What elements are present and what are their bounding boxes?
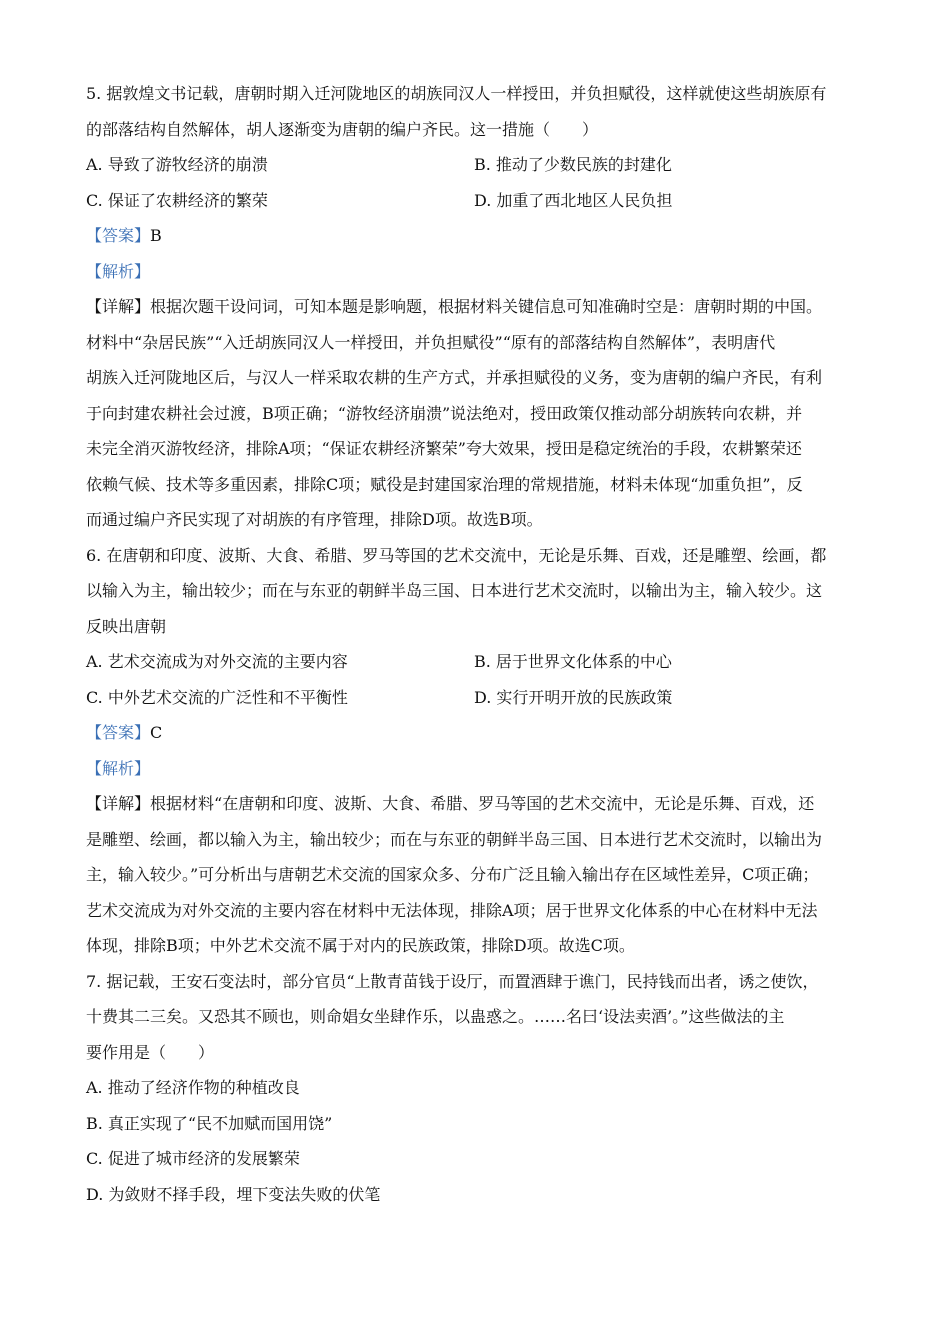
detail-line xyxy=(86,289,876,325)
question-stem-line: 反映出唐朝 xyxy=(86,616,167,636)
options-row xyxy=(86,644,876,680)
question-stem-line: 十费其二三矣。又恐其不顾也，则命娼女坐肆作乐，以蛊惑之。……名曰‘设法卖酒’。”这些做法的主 xyxy=(86,1007,785,1026)
option-d: D. 加重了西北地区人民负担 xyxy=(474,190,673,210)
option-b: B. 真正实现了“民不加赋而国用饶” xyxy=(86,1113,333,1133)
detail-label: 【详解】 xyxy=(86,794,151,813)
answer-line xyxy=(86,218,876,254)
option-c: C. 中外艺术交流的广泛性和不平衡性 xyxy=(86,687,348,707)
options-row xyxy=(86,680,876,716)
analysis-label: 【解析】 xyxy=(86,758,151,778)
question-7 xyxy=(86,964,876,1213)
question-stem-line: 的部落结构自然解体，胡人逐渐变为唐朝的编户齐民。这一措施（ ） xyxy=(86,119,599,139)
detail-line: 于向封建农耕社会过渡，B项正确；“游牧经济崩溃”说法绝对，授田政策仅推动部分胡族转向农耕，并 xyxy=(86,403,803,423)
detail-line: 胡族入迁河陇地区后，与汉人一样采取农耕的生产方式，并承担赋役的义务，变为唐朝的编户齐民，有利 xyxy=(86,368,823,387)
detail-line: 材料中“杂居民族”“入迁胡族同汉人一样授田，并负担赋役”“原有的部落结构自然解体”，表明唐代 xyxy=(86,332,776,352)
detail-line: 是雕塑、绘画，都以输入为主，输出较少；而在与东亚的朝鲜半岛三国、日本进行艺术交流时，以输出为 xyxy=(86,829,823,849)
detail-line: 体现，排除B项；中外艺术交流不属于对内的民族政策，排除D项。故选C项。 xyxy=(86,936,635,955)
question-6 xyxy=(86,538,876,964)
question-stem-line: 5. 据敦煌文书记载，唐朝时期入迁河陇地区的胡族同汉人一样授田，并负担赋役，这样就使这些胡族原有 xyxy=(86,84,827,103)
option-d: D. 为敛财不择手段，埋下变法失败的伏笔 xyxy=(86,1184,381,1204)
option-d: D. 实行开明开放的民族政策 xyxy=(474,687,673,707)
detail-text: 根据次题干设问词，可知本题是影响题，根据材料关键信息可知准确时空是：唐朝时期的中国。 xyxy=(150,297,823,316)
answer-value: C xyxy=(150,723,163,742)
detail-line: 艺术交流成为对外交流的主要内容在材料中无法体现，排除A项；居于世界文化体系的中心在材料中无法 xyxy=(86,900,818,920)
option-b: B. 推动了少数民族的封建化 xyxy=(474,155,672,174)
question-stem-line: 7. 据记载，王安石变法时，部分官员“上散青苗钱于设厅，而置酒肆于谯门，民持钱而出者，诱之使饮， xyxy=(86,971,819,991)
options-row xyxy=(86,147,876,183)
option-a: A. 导致了游牧经济的崩溃 xyxy=(86,155,268,174)
detail-line: 而通过编户齐民实现了对胡族的有序管理，排除D项。故选B项。 xyxy=(86,510,543,529)
option-a: A. 艺术交流成为对外交流的主要内容 xyxy=(86,652,348,671)
answer-value: B xyxy=(150,226,162,245)
detail-text: 根据材料“在唐朝和印度、波斯、大食、希腊、罗马等国的艺术交流中，无论是乐舞、百戏，还 xyxy=(150,794,815,813)
detail-line: 未完全消灭游牧经济，排除A项；“保证农耕经济繁荣”夸大效果，授田是稳定统治的手段，农耕繁荣还 xyxy=(86,439,802,458)
detail-line: 主，输入较少。”可分析出与唐朝艺术交流的国家众多、分布广泛且输入输出存在区域性差异，C项正确； xyxy=(86,865,819,884)
question-stem-line: 6. 在唐朝和印度、波斯、大食、希腊、罗马等国的艺术交流中，无论是乐舞、百戏，还是雕塑、绘画，都 xyxy=(86,545,827,565)
analysis-label: 【解析】 xyxy=(86,261,151,281)
option-c: C. 保证了农耕经济的繁荣 xyxy=(86,190,268,210)
option-a: A. 推动了经济作物的种植改良 xyxy=(86,1078,300,1097)
question-stem-line: 以输入为主，输出较少；而在与东亚的朝鲜半岛三国、日本进行艺术交流时，以输出为主，输入较少。这 xyxy=(86,581,823,600)
question-5 xyxy=(86,76,876,538)
answer-label: 【答案】 xyxy=(86,723,151,742)
answer-line xyxy=(86,715,876,751)
option-b: B. 居于世界文化体系的中心 xyxy=(474,652,672,671)
detail-line xyxy=(86,786,876,822)
option-c: C. 促进了城市经济的发展繁荣 xyxy=(86,1149,300,1168)
detail-line: 依赖气候、技术等多重因素，排除C项；赋役是封建国家治理的常规措施，材料未体现“加重负担”，反 xyxy=(86,474,803,494)
options-row xyxy=(86,183,876,219)
document-page xyxy=(86,76,876,1212)
question-stem-line: 要作用是（ ） xyxy=(86,1042,215,1062)
detail-label: 【详解】 xyxy=(86,297,151,316)
answer-label: 【答案】 xyxy=(86,226,151,245)
